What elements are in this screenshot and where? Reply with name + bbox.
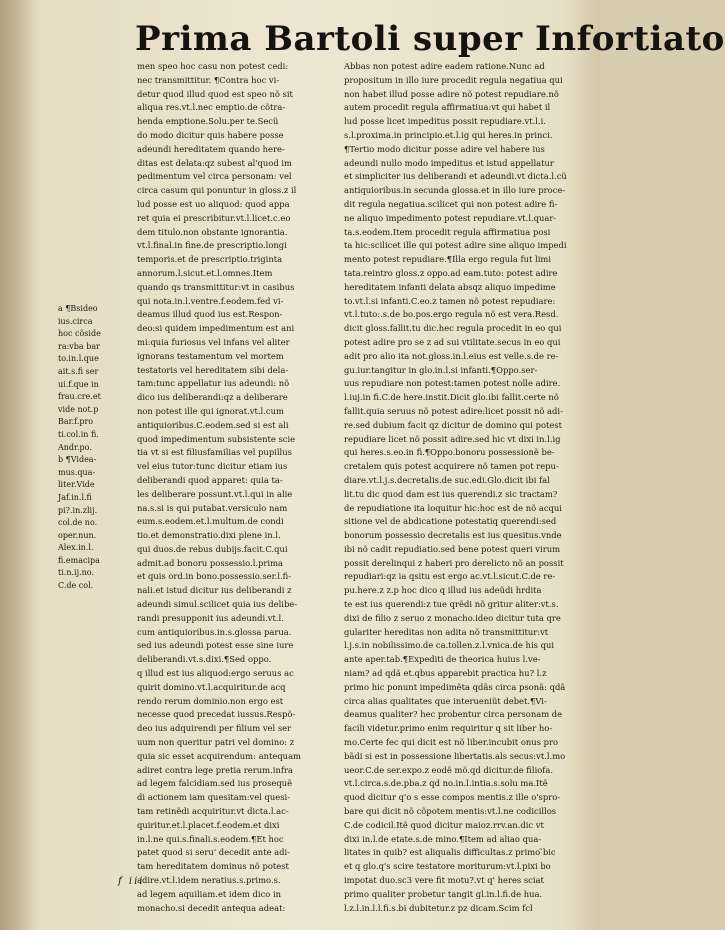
- text-line: patet quod si seru' decedit ante adi-: [137, 847, 291, 858]
- left-text-column: [137, 60, 337, 913]
- text-line: vel eius tutor:tunc dicitur etiam ius: [137, 461, 288, 472]
- text-line: na.s.si is qui putabat.versiculo nam: [137, 502, 288, 513]
- text-line: do modo dicitur quis habere posse: [137, 129, 284, 140]
- margin-note-line: ti.n.ij.no.: [58, 568, 94, 578]
- text-line: et simpliciter ius deliberandi et adeundi.vt dicta.l.cũ: [344, 171, 567, 182]
- text-line: l.j.s.in nobilissimo.de ca.tollen.z.l.vnica.de his qui: [344, 640, 555, 651]
- text-line: ¶Tertio modo dicitur posse adire vel habere ius: [344, 143, 545, 154]
- text-line: testatoris vel hereditatem sibi dela-: [137, 364, 289, 375]
- text-line: tia vt si est filiusfamilias vel pupillus: [137, 447, 292, 458]
- text-line: dit regula negatiua.scilicet qui non potest adire fi-: [344, 198, 558, 209]
- text-line: aliqua res.vt.l.nec emptio.de cõtra-: [137, 102, 286, 113]
- text-line: adeundi simul.scilicet quia ius delibe-: [137, 599, 298, 610]
- text-line: annorum.l.sicut.et.l.omnes.Item: [137, 267, 273, 278]
- text-line: deo ius adquirendi per filium vel ser: [137, 723, 292, 734]
- text-line: l.iuj.in fi.C.de here.instit.Dicit glo.ibi fallit.certe nõ: [344, 392, 559, 403]
- margin-note-line: C.de col.: [58, 581, 94, 591]
- text-line: fallit.quia seruus nõ potest adire:licet possit nõ adi-: [344, 405, 563, 416]
- text-line: potest adire pro se z ad sui vtilitate.secus in eo qui: [344, 336, 561, 347]
- text-line: quiritur.et.l.placet.f.eodem.et dixi: [137, 819, 280, 830]
- text-line: autem procedit regula affirmatiua:vt qui habet il: [344, 102, 551, 113]
- text-line: ante aper.tab.¶Expediti de theorica huius l.ve-: [344, 654, 541, 665]
- margin-note-line: Jaf.in.l.fi: [58, 492, 92, 502]
- text-line: non habet illud posse adire nõ potest repudiare.nõ: [344, 88, 559, 99]
- margin-note-line: Bar.f.pro: [58, 417, 94, 427]
- text-line: detur quod illud quod est speo nõ sit: [137, 88, 293, 99]
- margin-note-line: oper.nun.: [58, 530, 97, 540]
- margin-note-line: mus.qua-: [58, 467, 96, 477]
- text-line: tam retinẽdi acquiritur.vt dicta.l.ac-: [137, 806, 289, 817]
- text-line: mi:quia furiosus vel infans vel aliter: [137, 336, 290, 347]
- text-line: qui heres.s.eo.in fi.¶Oppo.bonoru possessionẽ be-: [344, 447, 555, 458]
- text-line: lud posse est uo aliquod: quod appa: [137, 198, 290, 209]
- text-line: lud posse licet impeditus possit repudiare.vt.l.i.: [344, 116, 546, 127]
- text-line: vt.l.final.in fine.de prescriptio.longi: [137, 240, 287, 251]
- text-line: cretalem quis potest acquirere nõ tamen pot repu-: [344, 461, 559, 472]
- text-line: ta.s.eodem.Item procedit regula affirmatiua posi: [344, 226, 551, 237]
- text-line: ad legem falcidiam.sed ius prosequẽ: [137, 778, 293, 789]
- margin-note-line: liter.Vide: [58, 480, 95, 490]
- text-line: eum.s.eodem.et.l.multum.de condi: [137, 516, 284, 527]
- margin-note-line: Alex.in.l.: [58, 543, 94, 553]
- text-line: tam:tunc appellatur ius adeundi: nõ: [137, 378, 290, 389]
- text-line: q illud est ius aliquod:ergo seruus ac: [137, 668, 294, 679]
- margin-note-line: hoc cõside: [58, 329, 101, 339]
- text-line: gu.iur.tangitur in glo.in.l.si infanti.¶Oppo.ser-: [344, 364, 538, 375]
- text-line: lit.tu dic quod dam est ius querendi.z sic tractam?: [344, 488, 558, 499]
- text-line: monacho.si decedit antequa adeat:: [137, 902, 286, 913]
- text-line: necesse quod precedat iussus.Respõ-: [137, 709, 296, 720]
- signature-mark: f iii: [118, 876, 145, 887]
- page-header-title: Prima Bartoli super Infortiato: [135, 19, 725, 59]
- text-line: tata.reintro gloss.z oppo.ad eam.tuto: potest adire: [344, 267, 558, 278]
- text-line: deamus illud quod ius est.Respon-: [137, 309, 283, 320]
- text-line: ibi nõ cadit repudiatio.sed bene potest queri virum: [344, 543, 561, 554]
- margin-note-line: col.de no.: [58, 518, 98, 528]
- text-line: ueor.C.de ser.expo.z eodẽ mõ.qd dicitur.de filiofa.: [344, 764, 554, 775]
- text-line: impotat duo.sc3 vere fit motu?.vt q' heres sciat: [344, 875, 544, 886]
- text-line: Abbas non potest adire eadem ratione.Nunc ad: [344, 61, 545, 71]
- margin-note-line: Andr.po.: [58, 442, 92, 452]
- text-line: di actionem iam quesitam:vel quesi-: [137, 792, 291, 803]
- margin-note-line: vide not.p: [58, 404, 99, 414]
- text-line: dicit gloss.fallit.tu dic.hec regula procedit in eo qui: [344, 323, 562, 334]
- text-line: tam hereditatem dominus nõ potest: [137, 861, 289, 872]
- page-gutter-shadow: [0, 0, 40, 930]
- text-line: cum antiquioribus.in.s.glossa parua.: [137, 626, 292, 637]
- text-line: propositum in illo iure procedit regula negatiua qui: [344, 74, 563, 85]
- margin-note-line: ui.f.que in: [58, 379, 99, 389]
- margin-note-line: pi?.in.zlij.: [58, 505, 98, 515]
- text-line: adeundi nullo modo impeditus et istud appellatur: [344, 157, 554, 168]
- text-line: quia sic esset acquirendum: antequam: [137, 750, 302, 761]
- margin-note-line: ti.col.in fi.: [58, 429, 99, 439]
- text-line: adire.vt.l.idem neratius.s.primo.s.: [137, 875, 281, 886]
- text-line: mo.Certe fec qui dicit est nõ liber.incubit onus pro: [344, 737, 559, 748]
- text-line: rendo rerum dominio.non ergo est: [137, 695, 284, 706]
- text-line: in.l.ne qui.s.finali.s.eodem.¶Et hoc: [137, 833, 284, 844]
- text-line: adiret contra lege pretia rerum.infra: [137, 764, 293, 775]
- text-line: tio.et demonstratio.dixi plene in.l.: [137, 530, 281, 541]
- text-line: deliberandi quod apparet: quia ta-: [137, 474, 283, 485]
- text-line: niam? ad qdã et.qbus apparebit practica hu? l.z: [344, 668, 547, 679]
- text-line: dixi in.l.de etate.s.de mino.¶Item ad aliao qua-: [344, 833, 542, 844]
- margin-note-line: b ¶Videa-: [58, 455, 97, 465]
- text-line: uus repudiare non potest:tamen potest nolle adire.: [344, 378, 561, 389]
- text-line: pedimentum vel circa personam: vel: [137, 171, 292, 182]
- text-line: primo qualiter probetur tangit gl.in.l.fi.de hua.: [344, 888, 543, 899]
- text-line: nali.et istud dicitur ius deliberandi z: [137, 585, 292, 596]
- text-line: ta hic:scilicet ille qui potest adire sine aliquo impedi: [344, 240, 567, 251]
- text-line: dem titulo.non obstante ignorantia.: [137, 226, 288, 237]
- text-line: de repudiatione ita loquitur hic:hoc est de nõ acqui: [344, 502, 562, 513]
- text-line: sitione vel de abdicatione potestatiq querendi:sed: [344, 516, 557, 527]
- text-line: facili videtur.primo enim requiritur q sit liber ho-: [344, 723, 553, 734]
- margin-note-line: frau.cre.et: [58, 392, 101, 402]
- margin-note-line: to.in.l.que: [58, 354, 99, 364]
- text-line: ignorans testamentum vel mortem: [137, 350, 284, 361]
- text-line: deliberandi.vt.s.dixi.¶Sed oppo.: [137, 654, 272, 665]
- text-line: litates in quib? est aliqualis difficultas.z primo ̃bic: [344, 847, 556, 858]
- margin-note-line: a ¶Bsideo: [58, 304, 98, 313]
- margin-note-line: ius.circa: [58, 316, 93, 326]
- text-line: bare qui dicit nõ cõpotem mentis:vt.l.ne codicillos: [344, 806, 557, 817]
- text-line: admit.ad bonoru possessio.l.prima: [137, 557, 284, 568]
- text-line: quod impedimentum subsistente scie: [137, 433, 296, 444]
- text-line: et q glo.q's scire testatore moriturum:vt.l.pixi bo: [344, 861, 551, 872]
- text-line: primo hic ponunt impedimẽta qdãs circa psonã: qdã: [344, 681, 566, 692]
- text-line: randi presupponit ius adeundi.vt.l.: [137, 612, 284, 623]
- margin-note-line: ait.s.fi ser: [58, 366, 99, 376]
- text-line: henda emptione.Solu.per te.Secũ: [137, 116, 279, 127]
- text-line: bãdi si est in possessione libertatis.als secus:vt.l.mo: [344, 750, 566, 761]
- text-line: antiquioribus.C.eodem.sed si est ali: [137, 419, 289, 430]
- text-line: qui nota.in.l.ventre.f.eodem.fed vi-: [137, 295, 284, 306]
- text-line: quod dicitur q'o s esse compos mentis.z ille o'spro-: [344, 792, 561, 803]
- text-line: repudiari:qz ia qsitu est ergo ac.vt.l.sicut.C.de re-: [344, 571, 556, 582]
- text-line: dixi de filio z seruo z monacho.ideo dicitur tuta qre: [344, 612, 561, 623]
- text-line: men speo hoc casu non potest cedi:: [137, 61, 289, 71]
- text-line: et quis ord.in bono.possessio.ser.l.fi-: [137, 571, 292, 582]
- text-line: deamus qualiter? hec probentur circa personam de: [344, 709, 563, 720]
- text-line: te est ius querendi:z tue qrẽdi nõ gritur aliter:vt.s.: [344, 599, 559, 610]
- text-line: quirit domino.vt.l.acquiritur.de acq: [137, 681, 286, 692]
- text-line: to.vt.l.si infanti.C.eo.z tamen nõ potest repudiare:: [344, 295, 556, 306]
- text-line: sed ius adeundi potest esse sine iure: [137, 640, 294, 651]
- text-line: vt.l.circa.s.de.pba.z qd no.in.l.intia.s.solu ma.Itẽ: [344, 778, 548, 789]
- right-text-column: [344, 60, 588, 913]
- text-line: bonorum possessio decretalis est ius quesitus.vnde: [344, 530, 562, 541]
- text-line: nec transmittitur. ¶Contra hoc vi-: [137, 74, 280, 85]
- text-line: pu.here.z z.p hoc dico q illud ius adeũdi hrdita: [344, 585, 542, 596]
- text-line: les deliberare possunt.vt.l.qui in alie: [137, 488, 293, 499]
- text-line: mento potest repudiare.¶Illa ergo regula fut limi: [344, 254, 552, 265]
- text-line: circa alias qualitates que interueniũt debet.¶Vi-: [344, 695, 547, 706]
- text-line: ditas est delata:qz subest al'quod im: [137, 157, 292, 168]
- text-line: gulariter hereditas non adita nõ transmittitur:vt: [344, 626, 549, 637]
- text-line: adit pro alio ita not.gloss.in.l.eius est velle.s.de re-: [344, 350, 559, 361]
- text-line: temporis.et de prescriptio.triginta: [137, 254, 283, 265]
- text-line: uum non queritur patri vel domino: z: [137, 737, 295, 748]
- text-line: dico ius deliberandi:qz a deliberare: [137, 392, 288, 403]
- text-line: hereditatem infanti delata absqz aliquo impedime: [344, 281, 556, 292]
- text-line: ne aliquo impedimento potest repudiare.vt.l.quar-: [344, 212, 557, 223]
- text-line: quando qs transmittitur:vt in casibus: [137, 281, 295, 292]
- text-line: l.z.l.in.l.l.fi.s.bi dubitetur.z pz dicam.Scim fcl: [344, 902, 533, 913]
- text-line: re.sed dubium facit qz dicitur de domino qui potest: [344, 419, 563, 430]
- text-line: repudiare licet nõ possit adire.sed hic vt dixi in.l.ig: [344, 433, 561, 444]
- text-line: ret quia ei prescribitur.vt.l.licet.c.eo: [137, 212, 291, 223]
- text-line: qui duos.de rebus dubijs.facit.C.qui: [137, 543, 288, 554]
- text-line: adeundi hereditatem quando here-: [137, 143, 285, 154]
- text-line: vt.l.tuto:.s.de bo.pos.ergo regula nõ est vera.Resd.: [344, 309, 559, 320]
- text-line: C.de codicil.Itẽ quod dicitur maioz.rrv.an.dic vt: [344, 819, 544, 830]
- text-line: non potest ille qui ignorat.vt.l.cum: [137, 405, 284, 416]
- text-line: s.l.proxima.in principio.et.l.ig qui heres.in princi.: [344, 129, 553, 140]
- text-line: ad legem aquiliam.et idem dico in: [137, 888, 282, 899]
- margin-notes: [58, 303, 136, 603]
- text-line: diare.vt.l.j.s.decretalis.de suc.edi.Glo.dicit ibi fal: [344, 474, 550, 485]
- text-line: circa casum qui ponuntur in gloss.z il: [137, 185, 297, 196]
- text-line: antiquioribus.in secunda glossa.et in illo iure proce-: [344, 185, 566, 196]
- text-line: possit derelinqui z haberi pro derelicto nõ an possit: [344, 557, 564, 568]
- margin-note-line: fi.emacipa: [58, 555, 100, 565]
- margin-note-line: ra:vba bar: [58, 341, 100, 351]
- text-line: deo:si quidem impedimentum est ani: [137, 323, 295, 334]
